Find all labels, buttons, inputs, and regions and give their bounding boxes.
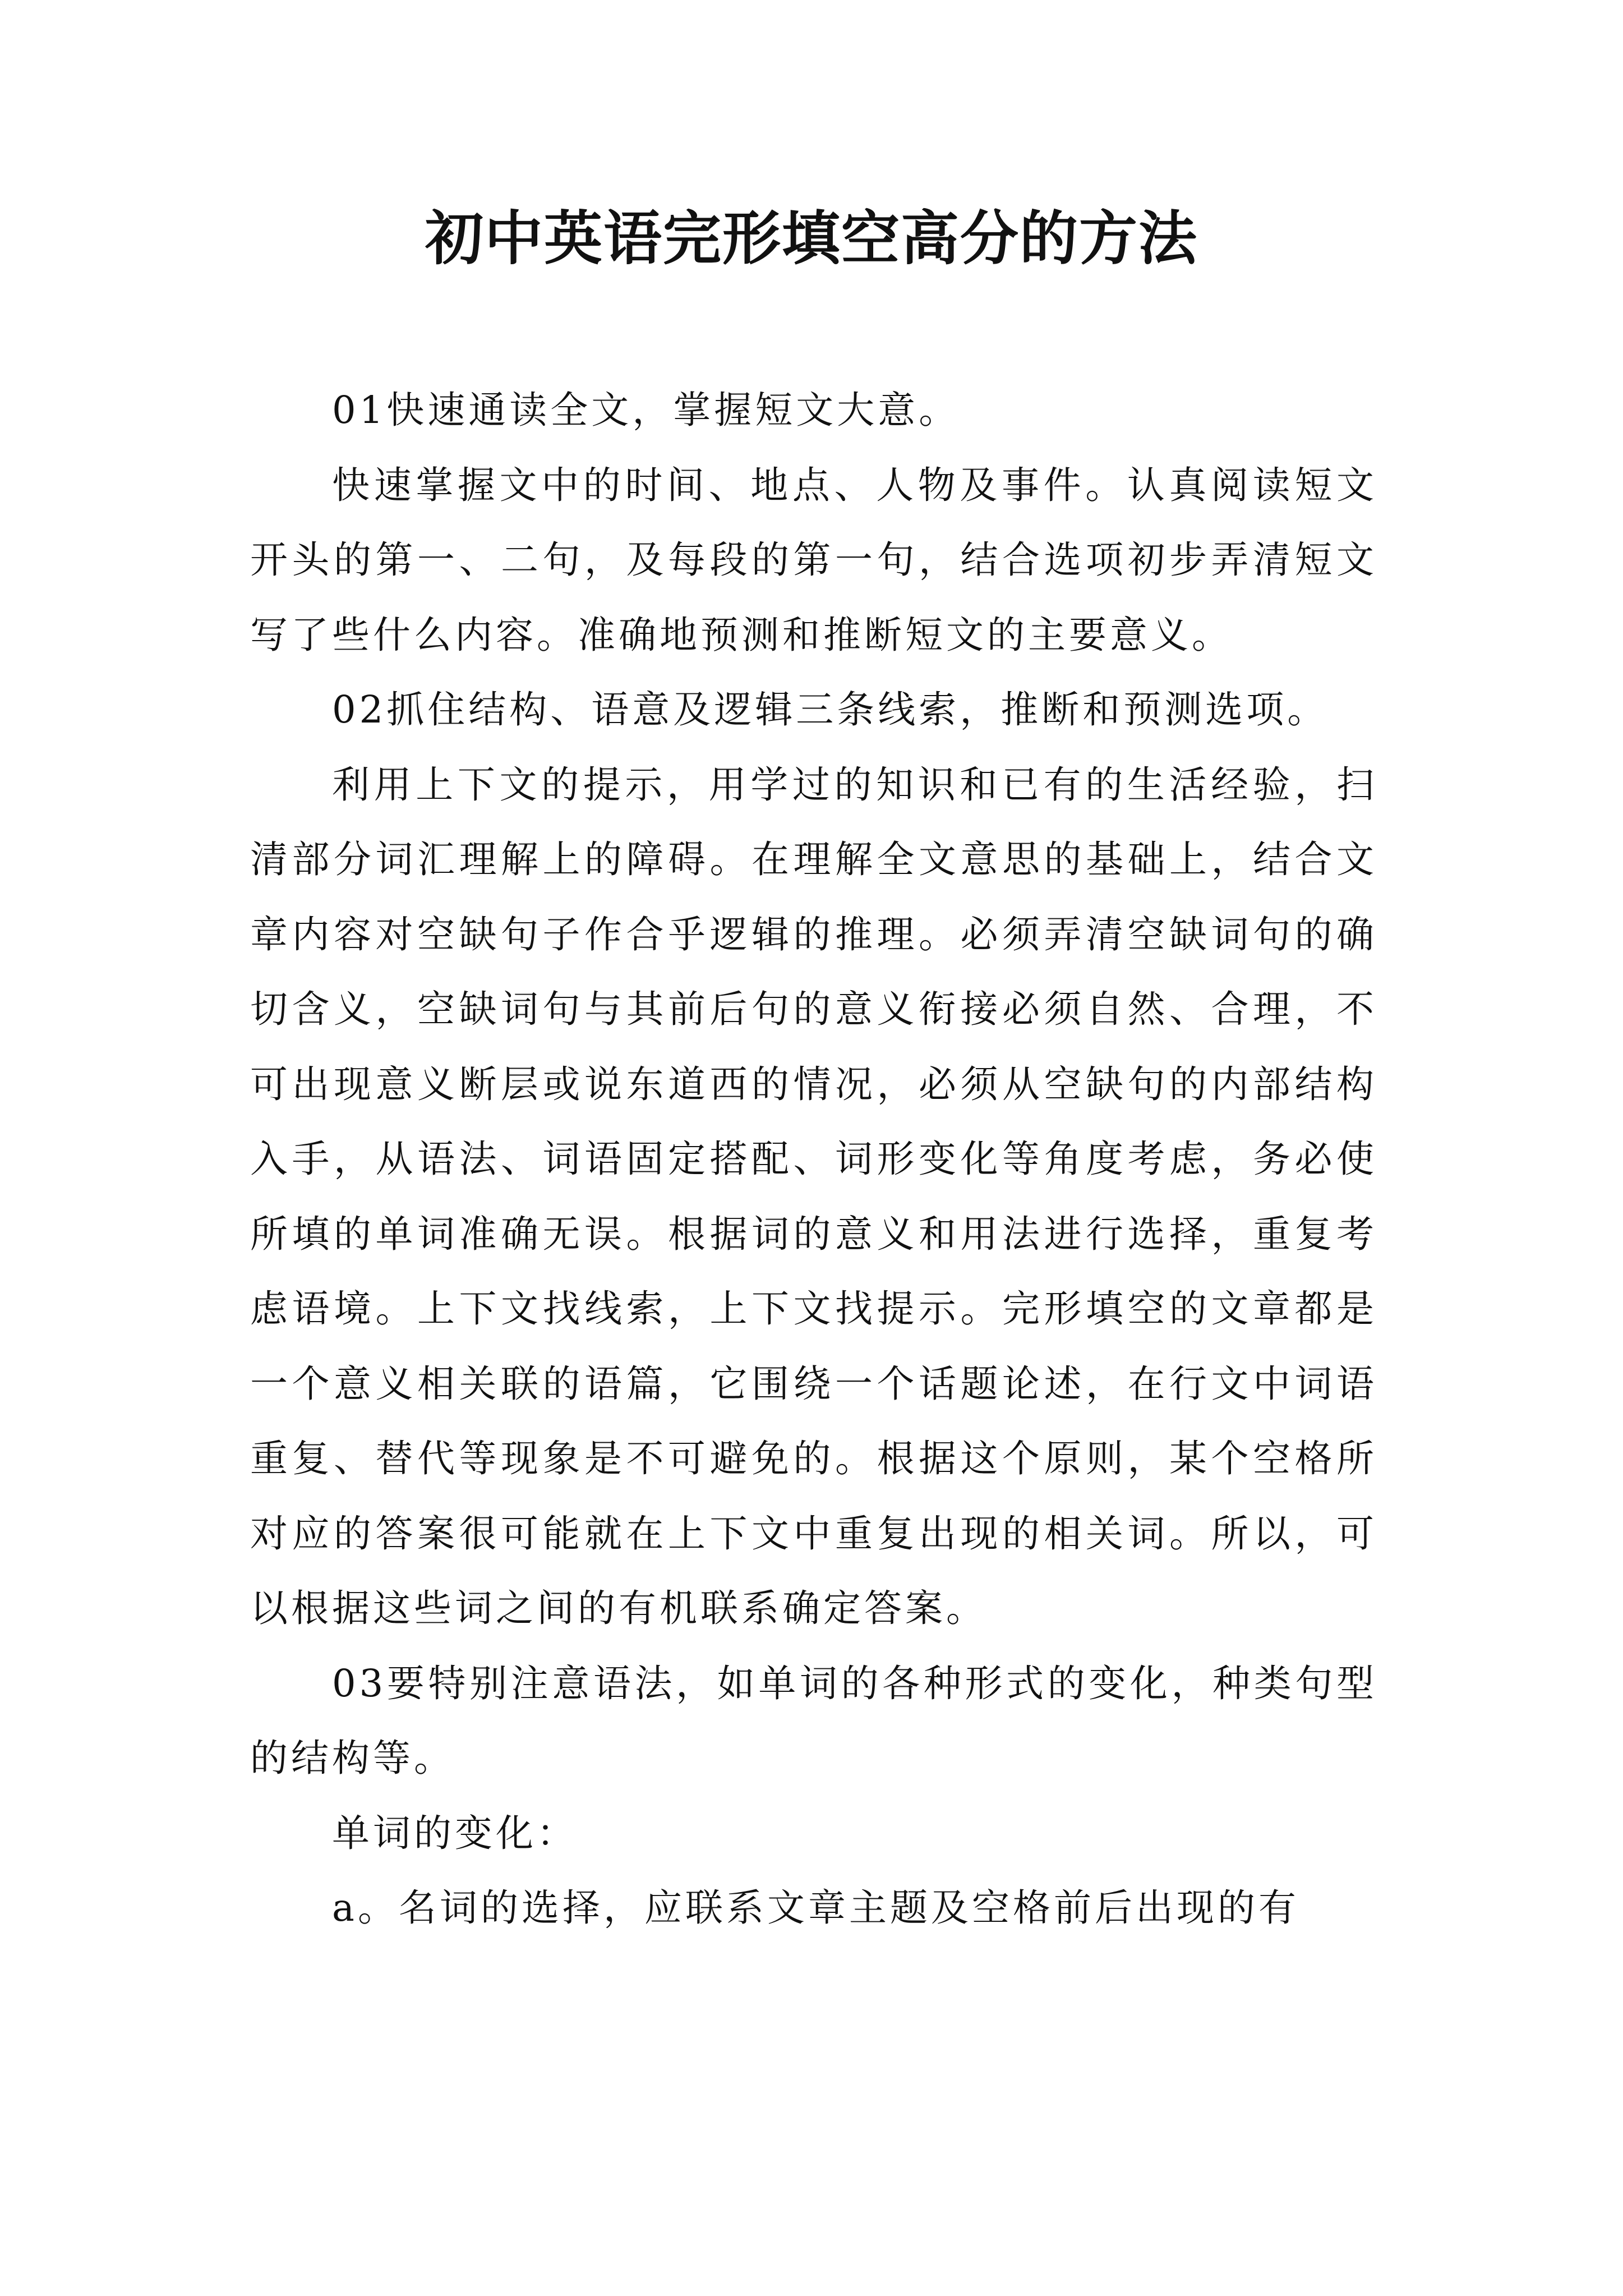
- paragraph-03-heading: 03要特别注意语法，如单词的各种形式的变化，种类句型的结构等。: [250, 1661, 1377, 1780]
- document-body: [250, 373, 1377, 1946]
- paragraph-item-a: a。名词的选择，应联系文章主题及空格前后出现的有: [332, 1886, 1299, 1930]
- paragraph-02-heading: 02抓住结构、语意及逻辑三条线索，推断和预测选项。: [332, 688, 1329, 731]
- paragraph-01-text: 快速掌握文中的时间、地点、人物及事件。认真阅读短文开头的第一、二句，及每段的第一句，结合选项初步弄清短文写了些什么内容。准确地预测和推断短文的主要意义。: [250, 463, 1377, 657]
- paragraph-01-heading: 01快速通读全文，掌握短文大意。: [332, 388, 960, 432]
- paragraph-word-changes: 单词的变化：: [332, 1811, 578, 1855]
- paragraph-02-text: 利用上下文的提示，用学过的知识和已有的生活经验，扫清部分词汇理解上的障碍。在理解全文意思的基础上，结合文章内容对空缺句子作合乎逻辑的推理。必须弄清空缺词句的确切含义，空缺词句与其前后句的意义衔接必须自然、合理，不可出现意义断层或说东道西的情况，必须从空缺句的内部结构入手，从语法、词语固定搭配、词形变化等角度考虑，务必使所填的单词准确无误。根据词的意义和用法进行选择，重复考虑语境。上下文找线索，上下文找提示。完形填空的文章都是一个意义相关联的语篇，它围绕一个话题论述，在行文中词语重复、替代等现象是不可避免的。根据这个原则，某个空格所对应的答案很可能就在上下文中重复出现的相关词。所以，可以根据这些词之间的有机联系确定答案。: [250, 762, 1377, 1630]
- document-title: 初中英语完形填空高分的方法: [425, 204, 1198, 273]
